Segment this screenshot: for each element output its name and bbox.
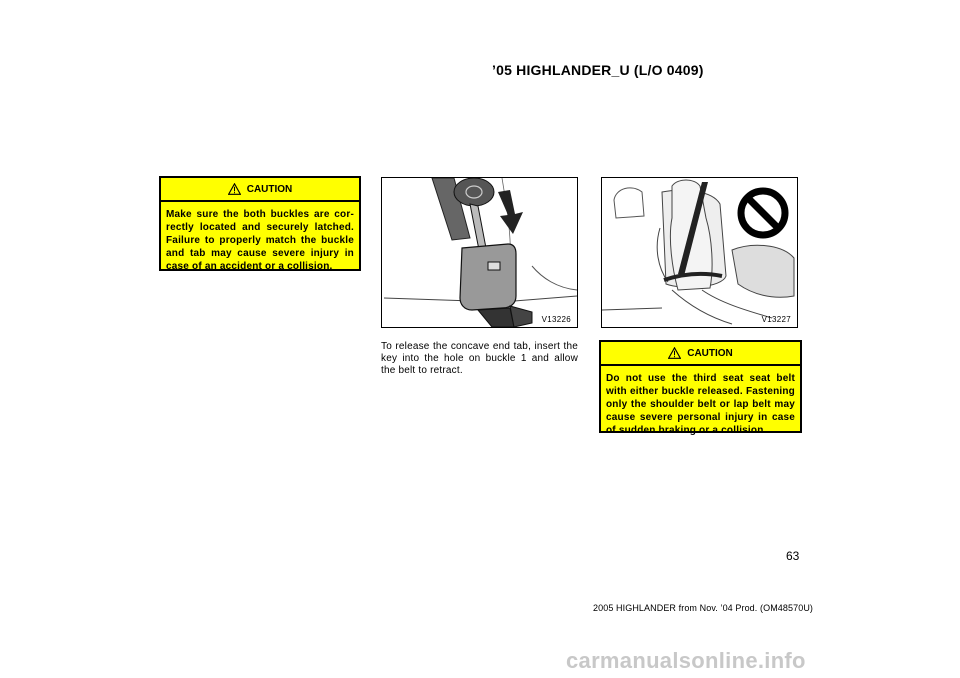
page-footer: 2005 HIGHLANDER from Nov. ’04 Prod. (OM48570U): [593, 603, 814, 613]
figure-third-seat-belt: [601, 177, 798, 328]
caution-box-left: [159, 176, 361, 271]
figure-release-buckle: [381, 177, 578, 328]
seat-belt-buckle-key-illustration: [382, 178, 577, 327]
page-number: 63: [786, 549, 800, 563]
caution-box-right: [599, 340, 802, 436]
release-instruction-text: To release the concave end tab, insert the key into the hole on buckle 1 and allow the belt to retract.: [381, 341, 578, 376]
caution-text: Make sure the both buckles are cor- rectly located and securely latched. Failure to properly match the buckle and tab may cause severe injury in case of an accident or a collision.: [166, 209, 354, 272]
figure-code: V13226: [541, 315, 571, 324]
warning-triangle-icon: [228, 183, 241, 195]
watermark: carmanualsonline.info: [566, 648, 806, 673]
caution-text: Do not use the third seat seat belt with either buckle released. Fastening only the shoulder belt or lap belt may cause severe personal injury in case of sudden braking or a collision.: [606, 373, 795, 436]
caution-heading: CAUTION: [687, 347, 733, 359]
caution-header: [601, 342, 800, 366]
caution-header: [161, 178, 359, 202]
figure-code: V13227: [761, 315, 791, 324]
warning-triangle-icon: [668, 347, 681, 359]
page-header-title: ’05 HIGHLANDER_U (L/O 0409): [492, 62, 704, 78]
prohibition-icon: [736, 186, 790, 240]
caution-heading: CAUTION: [246, 183, 293, 195]
